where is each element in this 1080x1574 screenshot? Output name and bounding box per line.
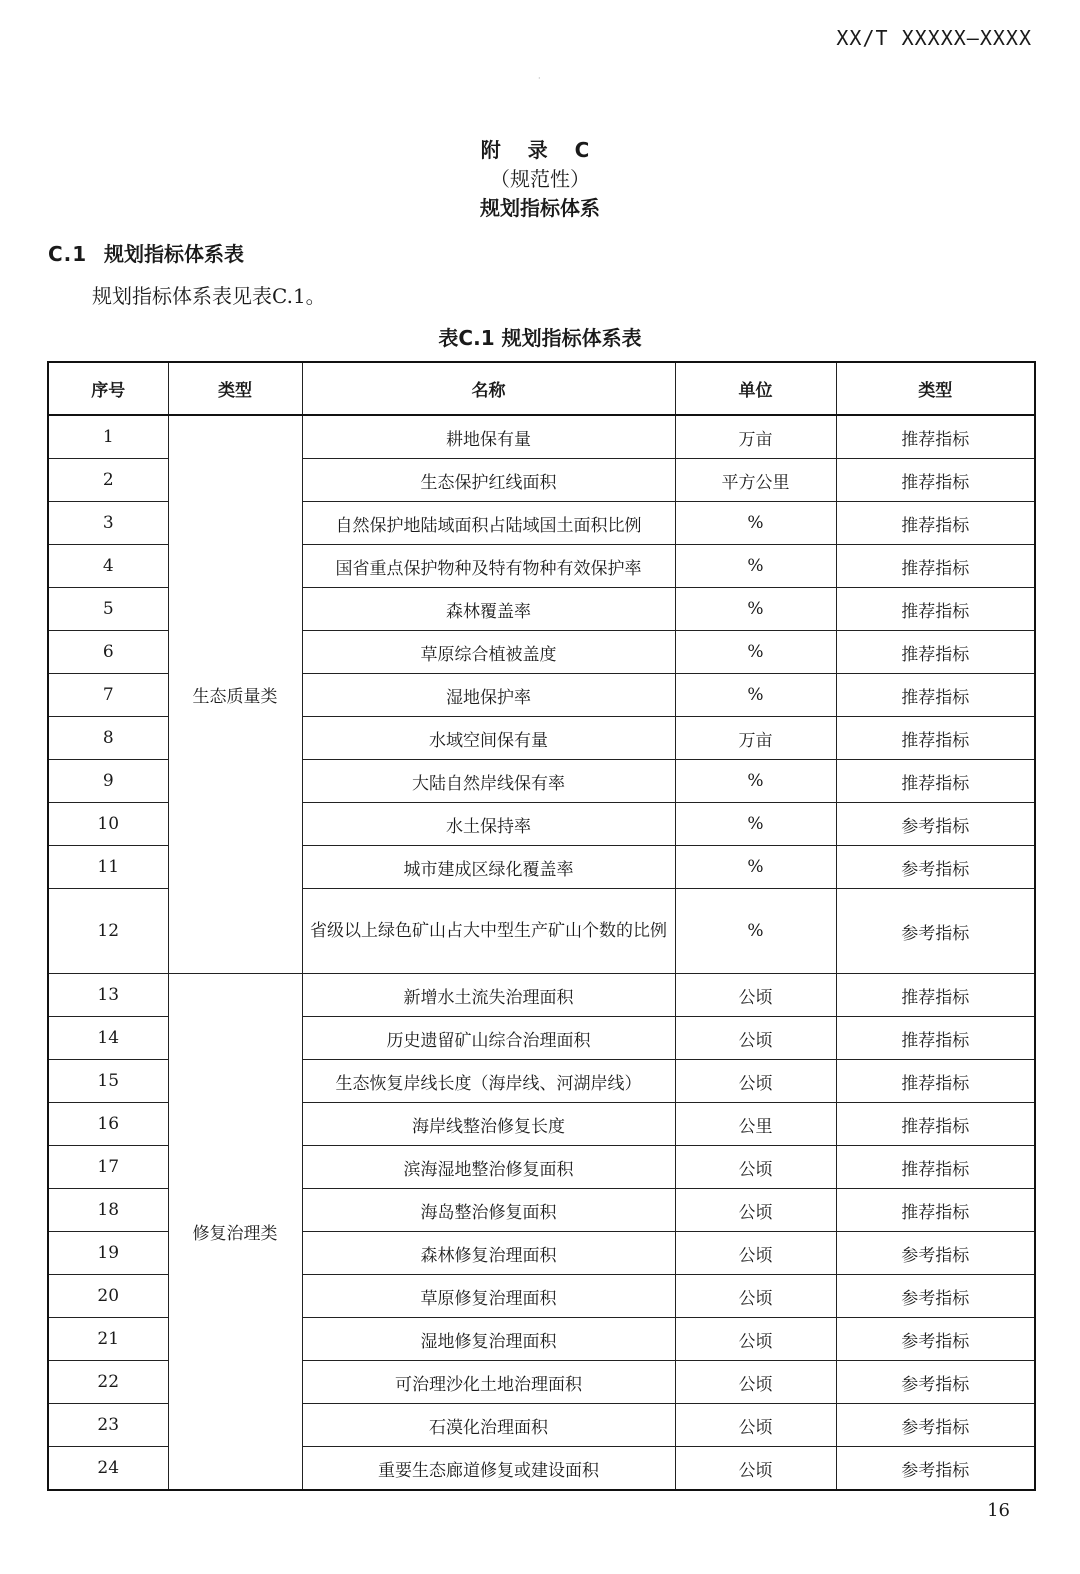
cell-kind: 推荐指标: [836, 717, 1035, 760]
cell-kind: 推荐指标: [836, 1146, 1035, 1189]
cell-unit: 平方公里: [675, 459, 836, 502]
cell-kind: 推荐指标: [836, 588, 1035, 631]
cell-seq: 13: [48, 974, 168, 1017]
cell-kind: 参考指标: [836, 1318, 1035, 1361]
cell-unit: %: [675, 674, 836, 717]
cell-seq: 24: [48, 1447, 168, 1491]
cell-name: 耕地保有量: [302, 415, 675, 459]
cell-kind: 推荐指标: [836, 1060, 1035, 1103]
cell-name: 湿地保护率: [302, 674, 675, 717]
cell-kind: 参考指标: [836, 1447, 1035, 1491]
cell-unit: %: [675, 545, 836, 588]
cell-name: 石漠化治理面积: [302, 1404, 675, 1447]
cell-unit: 公顷: [675, 1146, 836, 1189]
cell-kind: 推荐指标: [836, 545, 1035, 588]
cell-seq: 4: [48, 545, 168, 588]
cell-seq: 8: [48, 717, 168, 760]
cell-unit: 公顷: [675, 1017, 836, 1060]
cell-seq: 17: [48, 1146, 168, 1189]
cell-name: 草原修复治理面积: [302, 1275, 675, 1318]
indicator-table: [47, 361, 1036, 1491]
page-number: 16: [987, 1500, 1010, 1521]
cell-name: 生态保护红线面积: [302, 459, 675, 502]
cell-name: 大陆自然岸线保有率: [302, 760, 675, 803]
cell-kind: 推荐指标: [836, 459, 1035, 502]
header-name: 名称: [302, 362, 675, 415]
cell-unit: %: [675, 889, 836, 974]
cell-category: 修复治理类: [168, 974, 302, 1491]
cell-name: 森林覆盖率: [302, 588, 675, 631]
cell-seq: 14: [48, 1017, 168, 1060]
cell-unit: %: [675, 631, 836, 674]
cell-kind: 参考指标: [836, 1361, 1035, 1404]
cell-seq: 5: [48, 588, 168, 631]
cell-seq: 3: [48, 502, 168, 545]
cell-name: 森林修复治理面积: [302, 1232, 675, 1275]
table-row: [48, 415, 1035, 459]
cell-unit: 公顷: [675, 1232, 836, 1275]
cell-seq: 21: [48, 1318, 168, 1361]
cell-seq: 18: [48, 1189, 168, 1232]
cell-kind: 推荐指标: [836, 674, 1035, 717]
cell-kind: 推荐指标: [836, 502, 1035, 545]
cell-name: 历史遗留矿山综合治理面积: [302, 1017, 675, 1060]
cell-seq: 16: [48, 1103, 168, 1146]
cell-unit: 公顷: [675, 1275, 836, 1318]
cell-seq: 11: [48, 846, 168, 889]
cell-name: 可治理沙化土地治理面积: [302, 1361, 675, 1404]
appendix-label: 附 录 C: [480, 138, 600, 162]
standard-code: XX/T XXXXX—XXXX: [836, 26, 1032, 50]
cell-kind: 推荐指标: [836, 415, 1035, 459]
table-header-row: [48, 362, 1035, 415]
cell-seq: 20: [48, 1275, 168, 1318]
section-intro: 规划指标体系表见表C.1。: [92, 284, 326, 308]
cell-unit: 万亩: [675, 415, 836, 459]
cell-name: 湿地修复治理面积: [302, 1318, 675, 1361]
cell-category: 生态质量类: [168, 415, 302, 974]
cell-kind: 推荐指标: [836, 631, 1035, 674]
cell-unit: %: [675, 502, 836, 545]
cell-seq: 6: [48, 631, 168, 674]
cell-unit: 公顷: [675, 974, 836, 1017]
cell-unit: 公顷: [675, 1318, 836, 1361]
cell-unit: %: [675, 588, 836, 631]
cell-seq: 22: [48, 1361, 168, 1404]
appendix-title: 规划指标体系: [480, 196, 600, 220]
cell-name: 水域空间保有量: [302, 717, 675, 760]
header-category: 类型: [168, 362, 302, 415]
cell-name: 生态恢复岸线长度（海岸线、河湖岸线）: [302, 1060, 675, 1103]
cell-seq: 12: [48, 889, 168, 974]
cell-seq: 7: [48, 674, 168, 717]
cell-name: 水土保持率: [302, 803, 675, 846]
cell-name: 城市建成区绿化覆盖率: [302, 846, 675, 889]
cell-unit: 公顷: [675, 1447, 836, 1491]
cell-kind: 推荐指标: [836, 1189, 1035, 1232]
cell-kind: 参考指标: [836, 1232, 1035, 1275]
cell-name: 省级以上绿色矿山占大中型生产矿山个数的比例: [302, 889, 675, 974]
table-caption: 表C.1 规划指标体系表: [438, 326, 642, 350]
cell-seq: 2: [48, 459, 168, 502]
section-title: 规划指标体系表: [104, 242, 244, 266]
cell-kind: 参考指标: [836, 889, 1035, 974]
cell-unit: %: [675, 846, 836, 889]
cell-name: 重要生态廊道修复或建设面积: [302, 1447, 675, 1491]
cell-kind: 推荐指标: [836, 1103, 1035, 1146]
cell-name: 新增水土流失治理面积: [302, 974, 675, 1017]
header-seq: 序号: [48, 362, 168, 415]
cell-seq: 19: [48, 1232, 168, 1275]
cell-seq: 15: [48, 1060, 168, 1103]
table-body: [48, 415, 1035, 1490]
cell-unit: 公里: [675, 1103, 836, 1146]
header-unit: 单位: [675, 362, 836, 415]
table-row: [48, 974, 1035, 1017]
cell-kind: 推荐指标: [836, 1017, 1035, 1060]
scan-speck: ·: [538, 74, 541, 83]
cell-name: 自然保护地陆域面积占陆域国土面积比例: [302, 502, 675, 545]
cell-unit: %: [675, 760, 836, 803]
section-heading: [48, 238, 244, 267]
cell-unit: 公顷: [675, 1060, 836, 1103]
cell-unit: %: [675, 803, 836, 846]
cell-name: 草原综合植被盖度: [302, 631, 675, 674]
cell-kind: 参考指标: [836, 803, 1035, 846]
header-kind: 类型: [836, 362, 1035, 415]
appendix-nature: （规范性）: [490, 167, 590, 191]
cell-kind: 参考指标: [836, 1404, 1035, 1447]
cell-name: 海岸线整治修复长度: [302, 1103, 675, 1146]
cell-seq: 10: [48, 803, 168, 846]
cell-seq: 23: [48, 1404, 168, 1447]
cell-kind: 参考指标: [836, 846, 1035, 889]
cell-kind: 推荐指标: [836, 760, 1035, 803]
cell-name: 国省重点保护物种及特有物种有效保护率: [302, 545, 675, 588]
cell-unit: 万亩: [675, 717, 836, 760]
cell-unit: 公顷: [675, 1404, 836, 1447]
cell-name: 滨海湿地整治修复面积: [302, 1146, 675, 1189]
cell-unit: 公顷: [675, 1361, 836, 1404]
cell-kind: 参考指标: [836, 1275, 1035, 1318]
cell-name: 海岛整治修复面积: [302, 1189, 675, 1232]
cell-seq: 9: [48, 760, 168, 803]
cell-seq: 1: [48, 415, 168, 459]
cell-kind: 推荐指标: [836, 974, 1035, 1017]
section-number: C.1: [48, 242, 88, 266]
appendix-title-block: [0, 136, 1080, 223]
cell-unit: 公顷: [675, 1189, 836, 1232]
